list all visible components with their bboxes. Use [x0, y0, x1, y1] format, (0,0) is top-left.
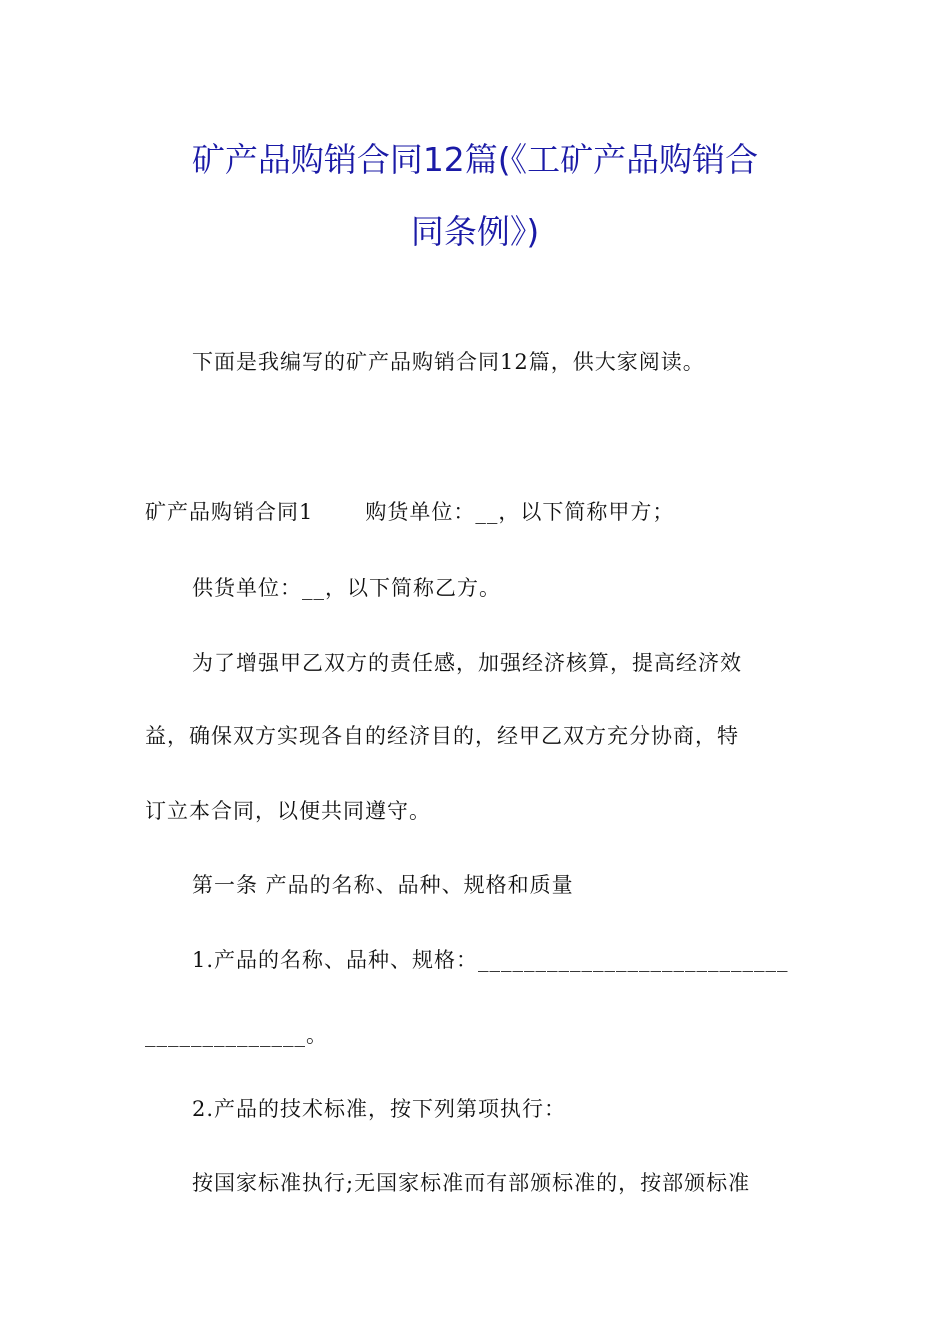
intro-paragraph: 下面是我编写的矿产品购销合同12篇，供大家阅读。	[192, 350, 705, 374]
contract-heading: 矿产品购销合同1	[145, 500, 314, 524]
document-title-line-1: 矿产品购销合同12篇(《工矿产品购销合	[191, 140, 759, 179]
seller-line: 供货单位：__，以下简称乙方。	[192, 576, 501, 600]
document-title-line-2: 同条例》)	[410, 212, 540, 251]
paragraph-line: 益，确保双方实现各自的经济目的，经甲乙双方充分协商，特	[145, 724, 739, 748]
paragraph-line: 订立本合同，以便共同遵守。	[145, 799, 431, 823]
item-2-line: 2.产品的技术标准，按下列第项执行：	[192, 1097, 567, 1121]
buyer-line: 购货单位：__，以下简称甲方；	[365, 500, 675, 524]
article-heading: 第一条 产品的名称、品种、规格和质量	[192, 873, 574, 897]
item-2-detail-line: 按国家标准执行;无国家标准而有部颁标准的，按部颁标准	[192, 1171, 751, 1195]
item-1-line: 1.产品的名称、品种、规格：___________________________	[192, 948, 789, 972]
item-1-continuation: ______________。	[145, 1023, 328, 1047]
contract-heading-line	[145, 496, 674, 526]
paragraph-line: 为了增强甲乙双方的责任感，加强经济核算，提高经济效	[192, 651, 742, 675]
